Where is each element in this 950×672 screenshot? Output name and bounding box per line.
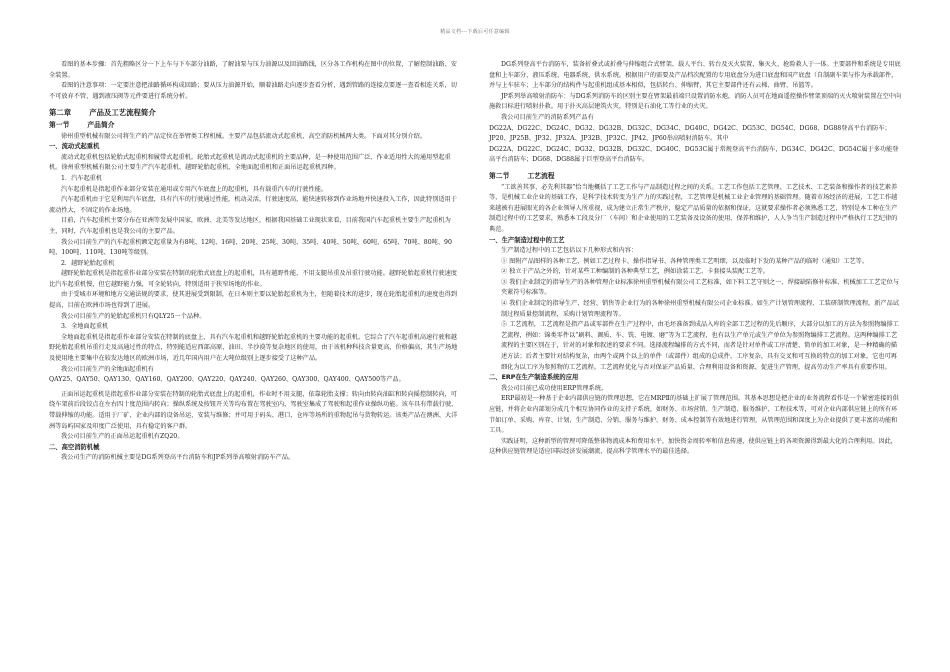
paragraph: DG系列登高平台消防车，装备折叠式或折叠与伸缩组合式臂架、载人平台、转台及灭火装置，集灭火、抢险救人于一体。主要部件和系统是专用底盘和上车部分、液压系统、电器系统、供水系统。根据用户的需要及产品档次配置的专用底盘分为进口底盘和国产底盘（自制副车架与作为承载部件，并与上车驻车；上车部分的结构件与起重机组成基本相似，包括转台、伸缩臂，其它主要部件还有云梯、曲臂、吊篮等。 [489,61,901,90]
paragraph: 汽车起重机是指起重作业部分安装在通用或专用汽车底盘上的起重机，具有载重汽车的行驶性能。 [61,185,328,193]
subheading: 一、生产制造过程中的工艺 [489,236,565,244]
paragraph: 全地面起重机是指起重作业部分安装在特制的底盘上，具有汽车起重机和越野轮胎起重机的主要功能的起重机。它综合了汽车起重机高速行驶和越野轮胎起重机吊重行走及高通过性的特点，特别能适应西部高原、油田、半沙漠等复杂地区的使用，由于该机种科技含量更高，价格偏高，其生产场地及使用地主要集中在较发达地区的欧洲市场，近几年国内用户在大吨位级别上逐步接受了这种产品。 [49,333,458,363]
paragraph: 徐州重型机械有限公司将生产的产品定位在举臂类工程机械。主要产品包括流动式起重机、高空消防机械两大类。下面对其分别介绍。 [61,132,427,140]
paragraph: 我公司目前已成功使用ERP管理系统。 [501,384,608,392]
paragraph: ERP最初是一种基于企业内部供应链的管理思想，它在MRPⅡ的基础上扩展了管理范围。其基本思想是把企业的业务流程看作是一个紧密连接的供应链，并将企业内部划分成几个相互协同作业的支持子系统，如财务、市场营销、生产制造、服务维护、工程技术等，可对企业内部供应链上的所有环节如订单、采购、库存、计划、生产制造、分销、服务与维护、财务、成本控制等有效地进行管理，从管理范围和深度上为企业提供了更丰富的功能和工具。 [489,395,899,435]
subheading: 一、流动式起重机 [49,143,100,151]
paragraph: 目前，汽车起重机主要分布在亚洲等发展中国家，欧洲、北美等发达地区，根据我国基础工业现状来看，目前我国汽车起重机主要生产起重机为主，同时，汽车起重机也是我公司的主要产品。 [49,217,451,235]
paragraph: 我公司目前生产的汽车起重机额定起重量为有8吨、12吨、16吨、20吨、25吨、30吨、35吨、40吨、50吨、60吨、65吨、70吨、80吨、90吨、100吨、110吨、130吨等级别。 [49,238,452,257]
section-heading [49,120,462,131]
subheading: 二、ERP在生产制造系统的应用 [489,374,579,382]
paragraph: 正面吊运起重机是指起重作业部分安装在特制的轮胎式底盘上的起重机，作业时不用支腿，依靠轮胎支撑；转向由转向油缸和转向摇控制转向，可绕车架前后段铰点在左右四十度范围内转向；操纵系统及按钮开关等均布置在驾驶室内，驾驶室集成了驾驶和起重作业操纵功能。该车具有带载行驶、带载伸缩的功能。适用于厂矿、企业内部的设备吊运、安装与维修；并可用于码头、港口，仓库等场所的重物起吊与货物转运。该类产品在澳洲、大洋洲等岛屿国家及印度广泛使用，具有稳定的客户群。 [49,390,458,430]
list-item: ④ 我们企业制定的指导生产、经营、销售等企业行为的各种徐州重型机械有限公司企业标准。如生产计划管理流程、工装研制管理流程，新产品试制过程质量控制流程，采购计划管理流程等。 [501,300,899,318]
paragraph: 越野轮胎起重机是指起重作业部分安装在特制的轮胎式底盘上的起重机，具有越野性能，不用支腿吊重及吊重行驶功能。越野轮胎起重机行驶速度比汽车起重机慢，但它越野能力强，可全轮转向，特别适用于狭窄场地的作业。 [49,270,457,288]
model-list: QAY25、QAY50、QAY130、QAY160、QAY200、QAY220、QAY240、QAY260、QAY300、QAY400、QAY500等产品。 [49,376,405,384]
paragraph: 看图的注意事项：一定要注意把油路循环构成回路；要从压力油源开始，顺着油路走向逐步查看分析，遇到管路的连接点要逐一查看相连关系，切不可放弃不管，遇到液压阀等元件要进行系统分析。 [49,82,457,100]
chapter-number: 第二章 [49,108,72,118]
list-item: ① 图附产品图样的各种工艺，例如工艺过程卡、操作指导书、各种管理类工艺明细，以及临时下发的某种产品的临时（通知）工艺等。 [501,257,869,265]
chapter-title: 产品及工艺流程简介 [89,108,156,118]
paragraph: 由于受城市环境和地方交通法规的要求，使其进展受到限制，在日本则主要以轮胎起重机为主，但随着技术的进步，现在轮胎起重机的速度也得到提高，目前在欧洲市场也得到了进展。 [49,291,457,310]
page-header: 精品文档---下载后可任意编辑 [440,29,510,35]
paragraph: 我公司目前生产的全地面起重机有 [61,365,154,373]
list-heading: 2．越野轮胎起重机 [61,259,115,267]
section-heading [489,171,902,182]
paragraph: 我公司目前生产的轮胎起重机只有QLY25一个品种。 [61,312,206,320]
paragraph: “工欲善其事，必先利其器”恰当地概括了工艺工作与产品制造过程之间的关系。工艺工作包括工艺管理、工艺技术、工艺装备和操作者的技艺素养等，是机械工业企业的基础工作，是科学技术转变为生产力的实践过程，工艺管理是机械工业企业管理的基础管理。随着市场经济的进展，工艺工作越来越被有进展眼光的各企业领导人所重视，成为建立正常生产秩序，稳定产品质量的依据和保证，这就要求操作者必须熟悉工艺，特别是本工种在生产制造过程中的工艺要求，熟悉本工段及分厂（车间）和企业使用的工艺装备及设备的使用、保养和维护，人人争当生产制造过程中严格执行工艺纪律的典范。 [489,183,898,233]
paragraph: 生产制造过程中的工艺包括以下几种形式和内容： [501,247,638,255]
paragraph: JP系列举高喷射消防车：与DG系列消防车的区别主要在臂架最前端只设置消防水炮，消防人员可在地面遥控操作臂架顶端的灭火喷射装置在空中向施救目标进行喷射扑救。用于扑灭高层建筑火灾，特别是石油化工等行业的火灾。 [489,92,902,111]
paragraph: 汽车起重机由于它是利用汽车底盘，具有汽车的行驶通过性能，机动灵活，行驶速度高，能快速转移到作业场地并快速投入工作，因此特别适用于流动性大，不固定的作业场地。 [49,196,457,214]
paragraph: 看图的基本步骤：首先粗略区分一下上车与下车部分油路，了解油泵与压力油源以及回油路线，区分各工作机构在图中的位置，了解控制油路、安全装置。 [49,61,457,79]
paragraph: 我公司生产的消防机械主要是DG系列登高平台消防车和JP系列举高喷射消防车产品。 [61,454,295,462]
section-title: 工艺流程 [527,171,555,180]
list-item: ③ 我们企业制定的指导生产的各种管理企业标准徐州重型机械有限公司工艺标准，如下料工艺守则之一、焊接缺陷修补标准、机械加工工艺定位与夹紧符号标准等。 [501,278,899,297]
paragraph: 实践证明，这种新型的管理可降低整体物流成本和费用水平，加快资金周转率和信息传递，使供应链上的各项资源得到最大化的合理利用。因此，这种供应链管理是适应国际经济发展潮流、提高科学管理水平的最佳选择。 [489,437,897,456]
right-column [489,60,902,458]
list-heading: 3．全地面起重机 [61,323,109,331]
list-item: ⑤ 工艺流程，工艺流程是指产品或零部件在生产过程中，由毛坯准备到成品入库的全部工艺过程的先后顺序，大部分以加工的方法为参照物编排工艺流程，例如：锦类零件以“刷料、调质、车、铣、电镀、磨”等为工艺流程，也有以生产单元或生产单位为参照物编排工艺流程。这两种编排工艺流程的主要区别在于，针对的对象和叙述的要求不同。选择流程编排的方式不同，而者是针对单件或工序清楚、简单的加工对象，是一种精确的描述方法；后者主要针对结构复杂，由两个或两个以上的单件（或部件）组成的总成件、工序复杂，具有交叉和可互换的特点的加工对象，它也可再细化为以工序为参照物的工艺流程。工艺流程优化与否对保证产品质量、合理利用设备和资源、促进生产管理，提高劳动生产率具有重要作用。 [501,321,899,371]
paragraph: 我公司目前生产的正面吊运起重机有ZQ20。 [61,433,184,441]
section-number: 第一节 [49,120,70,129]
chapter-heading [49,108,462,119]
paragraph: 我公司目前生产的消防系列产品有 [501,113,594,121]
model-list: DG22A、DG22C、DG24C、DG32、DG32B、DG32C、DG34C、DG40C、DG42C、DG53C、DG54C、DG68、DG88登高平台消防车；JP20、JP25B、JP32、JP32A、JP32B、JP32C、JP42、JP60举高喷射消防车。其中 [489,124,891,143]
paragraph: 流动式起重机包括轮胎式起重机和履带式起重机。轮胎式起重机是流动式起重机的主要品种，是一种使用范围广泛、作业适用性大的通用型起重机。徐州重型机械有限公司主要生产汽车起重机、越野轮胎起重机、全地面起重机和正面吊运起重机四种。 [49,153,451,172]
section-number: 第二节 [489,171,510,180]
model-list: DG22A、DG22C、DG24C、DG32、DG32B、DG32C、DG40C、DG53C属于常规登高平台消防车，DG34C、DG42C、DG54C属于多功能登高平台消防车；DG68、DG88属于巨型登高平台消防车。 [489,145,899,164]
left-column [49,60,462,464]
list-heading: 1．汽车起重机 [61,174,103,182]
subheading: 二、高空消防机械 [49,443,100,451]
section-title: 产品简介 [87,120,115,129]
list-item: ② 独立于产品之外的，针对某些工种编制的各种典型工艺，例如涂装工艺、卡套接头装配工艺等。 [501,268,770,276]
